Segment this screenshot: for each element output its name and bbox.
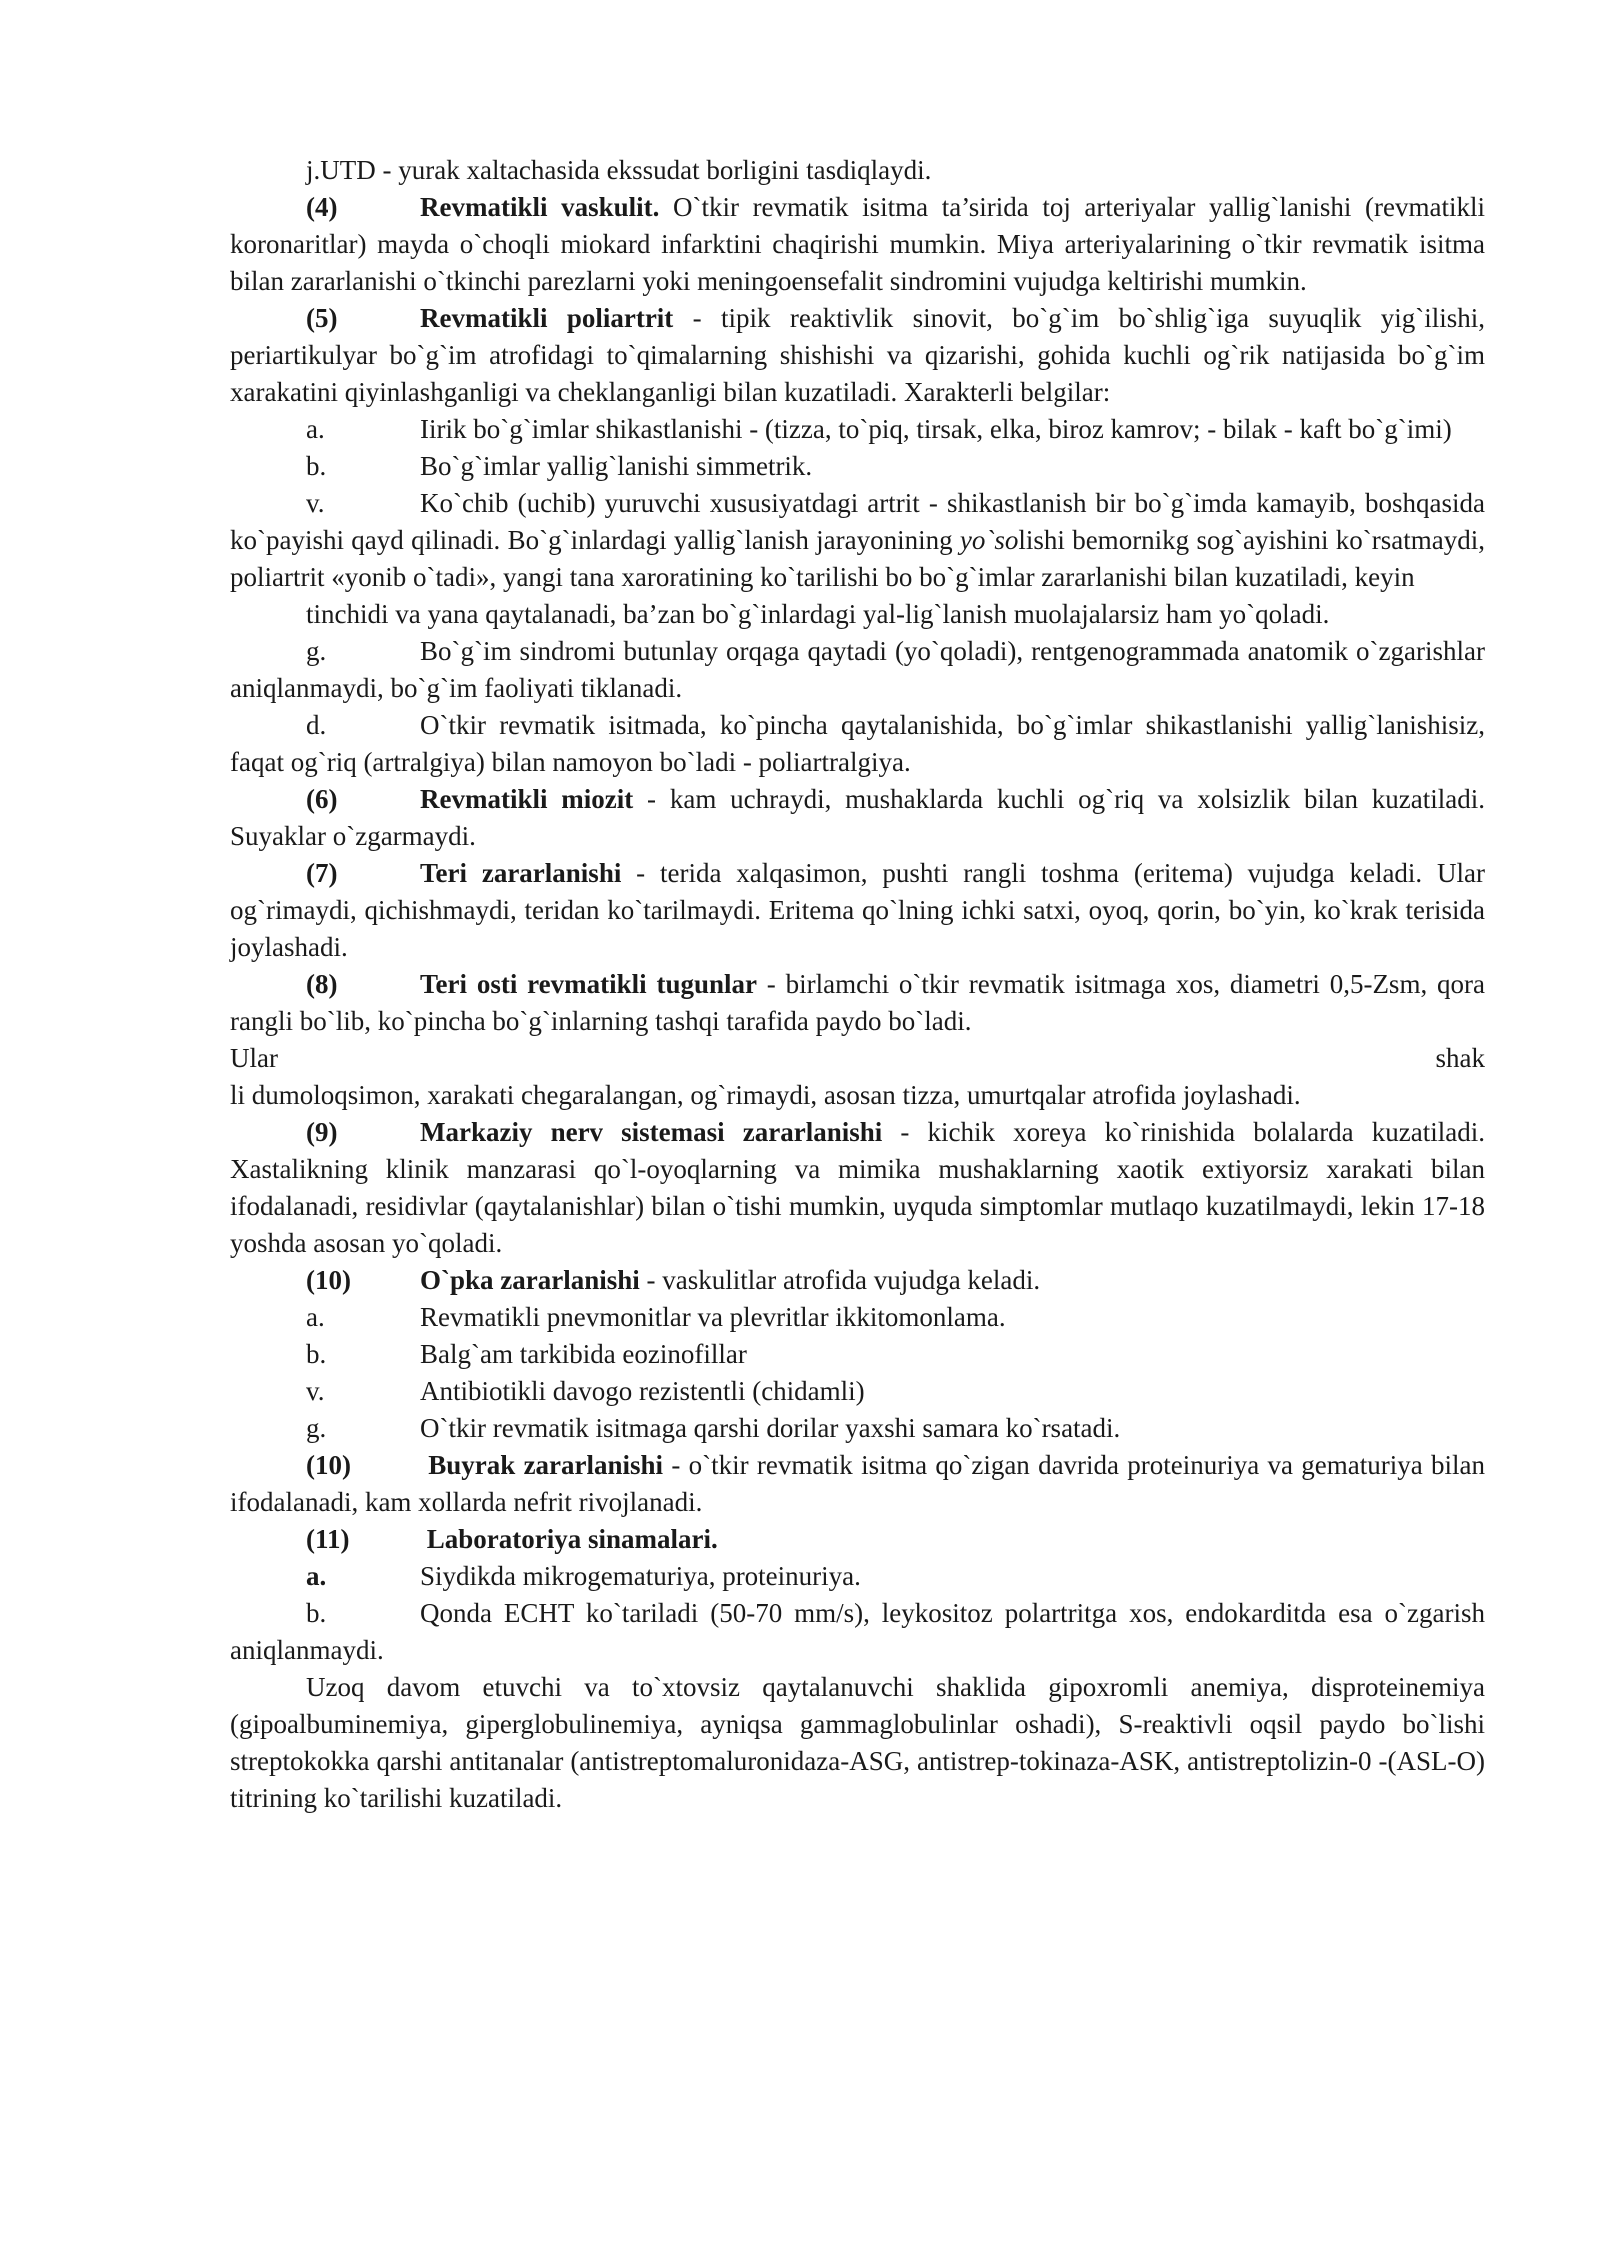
document-page (230, 152, 1485, 1817)
paragraph-10v: v. Antibiotikli davogo rezistentli (chidamli) (230, 1373, 1485, 1410)
paragraph-5: (5) Revmatikli poliartrit - tipik reaktivlik sinovit, bo`g`im bo`shlig`iga suyuqlik yig`ilishi, periartikulyar bo`g`im atrofidagi to`qimalarning shishishi va qizarishi, gohida kuchli og`rik natijasida bo`g`im xarakatini qiyinlashganligi va cheklanganligi bilan kuzatiladi. Xarakterli belgilar: (230, 300, 1485, 411)
paragraph-10b: b. Balg`am tarkibida eozinofillar (230, 1336, 1485, 1373)
item-title: Laboratoriya sinamalari. (420, 1524, 718, 1554)
sub-item-letter: d. (306, 710, 327, 740)
sub-item-letter: a. (306, 1302, 325, 1332)
paragraph-11 (230, 1521, 1485, 1558)
paragraph-10-kidney: (10) Buyrak zararlanishi - o`tkir revmatik isitma qo`zigan davrida proteinuriya va gematuriya bilan ifodalanadi, kam xollarda nefrit rivojlanadi. (230, 1447, 1485, 1521)
sub-item-letter: g. (306, 1413, 327, 1443)
item-number: (10) (306, 1450, 351, 1480)
item-title: Teri osti revmatikli tugunlar (420, 969, 757, 999)
sub-item-letter: g. (306, 636, 327, 666)
item-number: (6) (306, 784, 338, 814)
sub-item-letter: v. (306, 488, 325, 518)
paragraph-5d: d. O`tkir revmatik isitmada, ko`pincha qaytalanishida, bo`g`imlar shikastlanishi yallig`lanishisiz, faqat og`riq (artralgiya) bilan namoyon bo`ladi - poliartralgiya. (230, 707, 1485, 781)
item-number: (7) (306, 858, 338, 888)
item-title: Buyrak zararlanishi (420, 1450, 664, 1480)
paragraph-final: Uzoq davom etuvchi va to`xtovsiz qaytalanuvchi shaklida gipoxromli anemiya, disproteinemiya (gipoalbuminemiya, giperglobulinemiya, ayniqsa gammaglobulinlar oshadi), S-reaktivli oqsil paydo bo`lishi streptokokka qarshi antitanalar (antistreptomaluronidaza-ASG, antistrep-tokinaza-ASK, antistreptolizin-0 -(ASL-O) titrining ko`tarilishi kuzatiladi. (230, 1672, 1485, 1813)
paragraph-5v-continued: tinchidi va yana qaytalanadi, ba’zan bo`g`inlardagi yal-lig`lanish muolajalarsiz ham yo`qoladi. (306, 599, 1330, 629)
paragraph-10g: g. O`tkir revmatik isitmaga qarshi dorilar yaxshi samara ko`rsatadi. (230, 1410, 1485, 1447)
paragraph-j: j.UTD - yurak xaltachasida ekssudat borligini tasdiqlaydi. (306, 155, 932, 185)
paragraph-5v: v. Ko`chib (uchib) yuruvchi xususiyatdagi artrit - shikastlanish bir bo`g`imda kamayib, boshqasida ko`payishi qayd qilinadi. Bo`g`inlardagi yallig`lanish jarayonining yo`solishi bemornikg sog`ayishini ko`rsatmaydi, poliartrit «yonib o`tadi», yangi tana xaroratining ko`tarilishi bo bo`g`imlar zararlanishi bilan kuzatiladi, keyin (230, 485, 1485, 596)
paragraph-10a: a. Revmatikli pnevmonitlar va plevritlar ikkitomonlama. (230, 1299, 1485, 1336)
paragraph-5g: g. Bo`g`im sindromi butunlay orqaga qaytadi (yo`qoladi), rentgenogrammada anatomik o`zgarishlar aniqlanmaydi, bo`g`im faoliyati tiklanadi. (230, 633, 1485, 707)
item-number: (10) (306, 1265, 351, 1295)
paragraph-5a: a. Iirik bo`g`imlar shikastlanishi - (tizza, to`piq, tirsak, elka, biroz kamrov; - bilak - kaft bo`g`imi) (230, 411, 1485, 448)
paragraph-11a: a. Siydikda mikrogematuriya, proteinuriya. (230, 1558, 1485, 1595)
sub-item-letter: b. (306, 1598, 327, 1628)
item-title: Revmatikli miozit (420, 784, 634, 814)
item-title: Revmatikli vaskulit. (420, 192, 660, 222)
sub-item-letter: a. (306, 414, 325, 444)
item-number: (9) (306, 1117, 338, 1147)
paragraph-7: (7) Teri zararlanishi - terida xalqasimon, pushti rangli toshma (eritema) vujudga keladi. Ular og`rimaydi, qichishmaydi, teridan ko`tarilmaydi. Eritema qo`lning ichki satxi, oyoq, qorin, bo`yin, ko`krak terisida joylashadi. (230, 855, 1485, 966)
paragraph-4: (4) Revmatikli vaskulit. O`tkir revmatik isitma ta’sirida toj arteriyalar yallig`lanishi (revmatikli koronaritlar) mayda o`choqli miokard infarktini chaqirishi mumkin. Miya arteriyalarining o`tkir revmatik isitma bilan zararlanishi o`tkinchi parezlarni yoki meningoensefalit sindromini vujudga keltirishi mumkin. (230, 189, 1485, 300)
item-number: (8) (306, 969, 338, 999)
sub-item-letter: b. (306, 451, 327, 481)
item-number: (5) (306, 303, 338, 333)
item-number: (4) (306, 192, 338, 222)
sub-item-letter: b. (306, 1339, 327, 1369)
item-number: (11) (306, 1524, 350, 1554)
item-title: O`pka zararlanishi (420, 1265, 640, 1295)
paragraph-8: (8) Teri osti revmatikli tugunlar - birlamchi o`tkir revmatik isitmaga xos, diametri 0,5-Zsm, qora rangli bo`lib, ko`pincha bo`g`inlarning tashqi tarafida paydo bo`ladi. (230, 966, 1485, 1040)
paragraph-6: (6) Revmatikli miozit - kam uchraydi, mushaklarda kuchli og`riq va xolsizlik bilan kuzatiladi. Suyaklar o`zgarmaydi. (230, 781, 1485, 855)
item-title: Markaziy nerv sistemasi zararlanishi (420, 1117, 883, 1147)
sub-item-letter: v. (306, 1376, 325, 1406)
paragraph-11b: b. Qonda ECHT ko`tariladi (50-70 mm/s), leykositoz polartritga xos, endokarditda esa o`zgarish aniqlanmaydi. (230, 1595, 1485, 1669)
item-title: Revmatikli poliartrit (420, 303, 674, 333)
paragraph-5b: b. Bo`g`imlar yallig`lanishi simmetrik. (230, 448, 1485, 485)
sub-item-letter: a. (306, 1561, 327, 1591)
paragraph-8-continued: li dumoloqsimon, xarakati chegaralangan, og`rimaydi, asosan tizza, umurtqalar atrofida joylashadi. (230, 1080, 1301, 1110)
paragraph-8-split-line: Ular shak (230, 1043, 1485, 1073)
paragraph-10: (10) O`pka zararlanishi - vaskulitlar atrofida vujudga keladi. (230, 1262, 1485, 1299)
item-title: Teri zararlanishi (420, 858, 622, 888)
paragraph-9: (9) Markaziy nerv sistemasi zararlanishi - kichik xoreya ko`rinishida bolalarda kuzatiladi. Xastalikning klinik manzarasi qo`l-oyoqlarning va mimika mushaklarning xaotik extiyorsiz xarakati bilan ifodalanadi, residivlar (qaytalanishlar) bilan o`tishi mumkin, uyquda simptomlar mutlaqo kuzatilmaydi, lekin 17-18 yoshda asosan yo`qoladi. (230, 1114, 1485, 1262)
